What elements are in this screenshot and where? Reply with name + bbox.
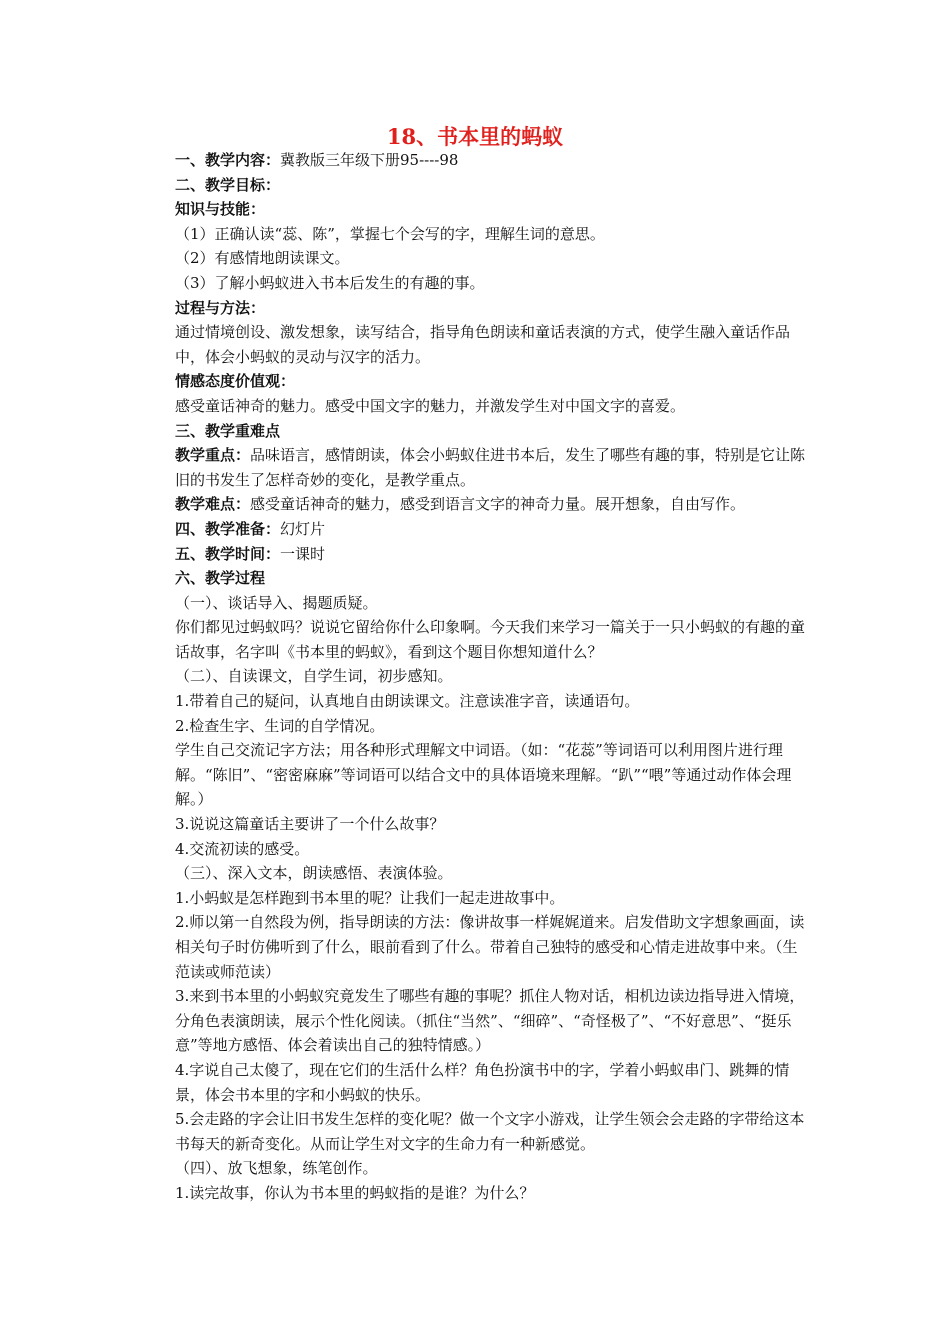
- goal-item-2: （2）有感情地朗读课文。: [175, 249, 350, 268]
- step-3-item-2: 2.师以第一自然段为例，指导朗读的方法：像讲故事一样娓娓道来。启发借助文字想象画面，读相关句子时仿佛听到了什么，眼前看到了什么。带着自己独特的感受和心情走进故事中来。（生范读或师范读）: [175, 913, 805, 981]
- step-2-paragraph: 学生自己交流记字方法；用各种形式理解文中词语。（如：“花蕊”等词语可以利用图片进行理解。“陈旧”、“密密麻麻”等词语可以结合文中的具体语境来理解。“趴”“喂”等通过动作体会理解。）: [175, 741, 792, 809]
- step-3-heading: （三）、深入文本，朗读感悟、表演体验。: [175, 864, 453, 883]
- step-2-item-4: 4.交流初读的感受。: [175, 839, 310, 858]
- goal-item-3: （3）了解小蚂蚁进入书本后发生的有趣的事。: [175, 273, 485, 292]
- section-process-heading: 六、教学过程: [175, 569, 266, 588]
- process-text: 通过情境创设、激发想象，读写结合，指导角色朗读和童话表演的方式，使学生融入童话作品中，体会小蚂蚁的灵动与汉字的活力。: [175, 323, 791, 366]
- preparation-text: 幻灯片: [280, 519, 326, 538]
- content-text: 冀教版三年级下册95----98: [280, 151, 459, 169]
- keypoint-label: 教学重点：: [175, 446, 251, 465]
- step-3-item-3: 3.来到书本里的小蚂蚁究竟发生了哪些有趣的事呢？抓住人物对话，相机边读边指导进入情境，分角色表演朗读，展示个性化阅读。（抓住“当然”、“细碎”、“奇怪极了”、“不好意思”、“挺乐意”等地方感悟、体会着读出自己的独特情感。）: [175, 987, 805, 1055]
- step-2-item-3: 3.说说这篇童话主要讲了一个什么故事？: [175, 815, 445, 834]
- difficulty-paragraph: [175, 492, 809, 517]
- section-content-heading: [175, 148, 809, 173]
- subheading-process: 过程与方法：: [175, 298, 266, 317]
- step-3-item-1: 1.小蚂蚁是怎样跑到书本里的呢？让我们一起走进故事中。: [175, 888, 565, 907]
- preparation-line: [175, 517, 809, 542]
- step-1-heading: （一）、谈话导入、揭题质疑。: [175, 593, 378, 612]
- subheading-knowledge: 知识与技能：: [175, 200, 266, 219]
- preparation-label: 四、教学准备：: [175, 519, 281, 538]
- keypoint-paragraph: [175, 443, 809, 492]
- difficulty-text: 感受童话神奇的魅力，感受到语言文字的神奇力量。展开想象，自由写作。: [250, 495, 746, 514]
- step-2-item-1: 1.带着自己的疑问，认真地自由朗读课文。注意读准字音，读通语句。: [175, 692, 640, 711]
- step-3-item-4: 4.字说自己太傻了，现在它们的生活什么样？角色扮演书中的字，学着小蚂蚁串门、跳舞的情景，体会书本里的字和小蚂蚁的快乐。: [175, 1060, 790, 1104]
- step-3-item-5: 5.会走路的字会让旧书发生怎样的变化呢？做一个文字小游戏，让学生领会会走路的字带给这本书每天的新奇变化。从而让学生对文字的生命力有一种新感觉。: [175, 1110, 805, 1153]
- step-4-item-1: 1.读完故事，你认为书本里的蚂蚁指的是谁？为什么？: [175, 1183, 535, 1202]
- values-paragraph: 感受童话神奇的魅力。感受中国文字的魅力，并激发学生对中国文字的喜爱。: [175, 396, 686, 415]
- document-body: [175, 148, 809, 1206]
- heading-label: 一、教学内容：: [175, 151, 281, 169]
- step-1-paragraph: 你们都见过蚂蚁吗？说说它留给你什么印象啊。今天我们来学习一篇关于一只小蚂蚁的有趣的童话故事，名字叫《书本里的蚂蚁》，看到这个题目你想知道什么？: [175, 618, 806, 661]
- document-title: 18、书本里的蚂蚁: [386, 124, 564, 149]
- difficulty-label: 教学难点：: [175, 495, 251, 514]
- step-2-item-2: 2.检查生字、生词的自学情况。: [175, 716, 385, 735]
- process-paragraph: [175, 320, 809, 369]
- step-2-heading: （二）、自读课文，自学生词，初步感知。: [175, 667, 453, 686]
- time-text: 一课时: [280, 544, 326, 563]
- time-line: [175, 542, 809, 567]
- section-keypoints-heading: 三、教学重难点: [175, 421, 281, 440]
- subheading-values: 情感态度价值观：: [175, 372, 296, 391]
- goal-item-1: （1）正确认读“蕊、陈”，掌握七个会写的字，理解生词的意思。: [175, 224, 605, 243]
- time-label: 五、教学时间：: [175, 544, 281, 563]
- keypoint-text: 品味语言，感情朗读，体会小蚂蚁住进书本后，发生了哪些有趣的事，特别是它让陈旧的书发生了怎样奇妙的变化，是教学重点。: [175, 446, 806, 489]
- step-4-heading: （四）、放飞想象，练笔创作。: [175, 1159, 378, 1178]
- section-goals-heading: 二、教学目标：: [175, 175, 281, 194]
